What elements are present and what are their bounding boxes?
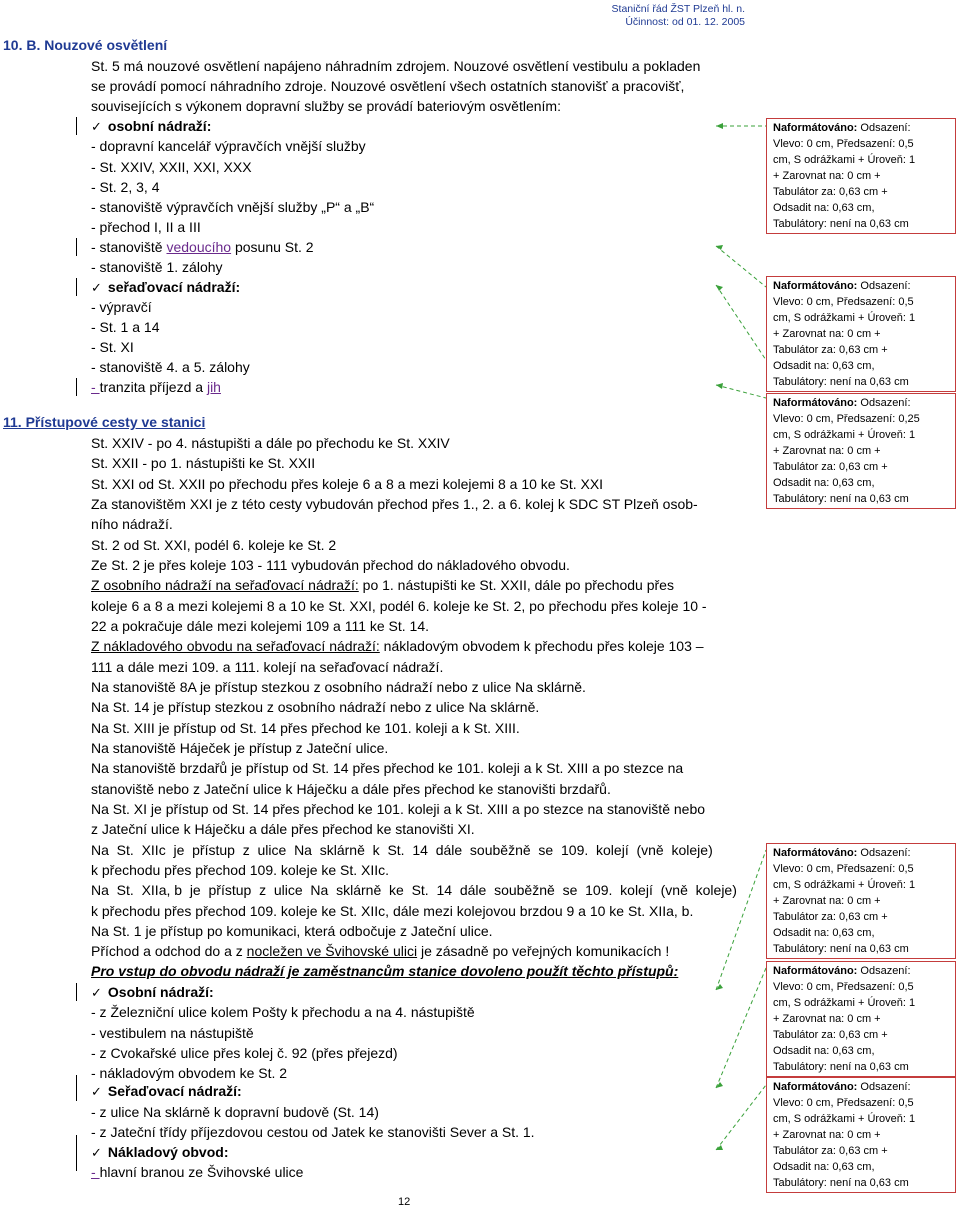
list-item: - St. XI	[91, 339, 134, 355]
comment-line: Tabulátor za: 0,63 cm +	[773, 911, 888, 923]
comment-line: Odsadit na: 0,63 cm,	[773, 202, 875, 214]
comment-line: cm, S odrážkami + Úroveň: 1	[773, 997, 916, 1009]
comment-line: Vlevo: 0 cm, Předsazení: 0,5	[773, 981, 914, 993]
comment-line: cm, S odrážkami + Úroveň: 1	[773, 429, 916, 441]
connector-line	[716, 850, 766, 990]
checkmark-icon: ✓	[91, 986, 102, 1001]
comment-line: Odsadit na: 0,63 cm,	[773, 1161, 875, 1173]
paragraph-line: Ze St. 2 je přes koleje 103 - 111 vybudován přechod do nákladového obvodu.	[91, 557, 570, 573]
comment-line: Odsadit na: 0,63 cm,	[773, 927, 875, 939]
paragraph-line: Na St. XI je přístup od St. 14 přes přechod ke 101. koleji a k St. XIII a po stezce na stanoviště nebo	[91, 801, 706, 817]
paragraph-line: Na stanoviště brzdařů je přístup od St. 14 přes přechod ke 101. koleji a k St. XIII a po stezce na	[91, 760, 684, 776]
paragraph-line: Na St. XIIc je přístup z ulice Na sklárně k St. 14 dále souběžně se 109. kolejí (vně koleje)	[91, 842, 713, 858]
heading-text: Nákladový obvod:	[107, 1144, 229, 1160]
text: hlavní branou ze Švihovské ulice	[99, 1164, 304, 1180]
list-item: - nákladovým obvodem ke St. 2	[91, 1065, 288, 1081]
list-item: - z Železniční ulice kolem Pošty k přechodu a na 4. nástupiště	[91, 1004, 475, 1020]
arrow-head-icon	[716, 1145, 723, 1150]
list-item: - St. 1 a 14	[91, 319, 160, 335]
format-comment[interactable]	[766, 1077, 956, 1193]
comment-line: + Zarovnat na: 0 cm +	[773, 328, 881, 340]
paragraph-line: Na St. 14 je přístup stezkou z osobního nádraží nebo z ulice Na sklárně.	[91, 699, 540, 715]
list-item: - z Jateční třídy příjezdovou cestou od Jatek ke stanovišti Sever a St. 1.	[91, 1124, 535, 1140]
paragraph-line: k přechodu přes přechod 109. koleje ke St. XIIc, dále mezi kolejovou brzdou 9 a 10 ke St. XIIa, b.	[91, 903, 694, 919]
comment-line: + Zarovnat na: 0 cm +	[773, 895, 881, 907]
heading-text: Seřaďovací nádraží:	[107, 1083, 242, 1099]
comment-line: Vlevo: 0 cm, Předsazení: 0,25	[773, 413, 920, 425]
header-line-1: Staniční řád ŽST Plzeň hl. n.	[611, 3, 745, 15]
section-11-title: 11. Přístupové cesty ve stanici	[3, 414, 206, 430]
paragraph-line: St. 2 od St. XXI, podél 6. koleje ke St. 2	[91, 537, 337, 553]
text: tranzita příjezd a	[99, 379, 207, 395]
paragraph-line: St. 5 má nouzové osvětlení napájeno náhradním zdrojem. Nouzové osvětlení vestibulu a pokladen	[91, 58, 701, 74]
page-number: 12	[398, 1196, 411, 1208]
comment-line: Vlevo: 0 cm, Předsazení: 0,5	[773, 1097, 914, 1109]
paragraph-line: Na stanoviště Háječek je přístup z Jateční ulice.	[91, 740, 389, 756]
paragraph-line: St. XXIV - po 4. nástupišti a dále po přechodu ke St. XXIV	[91, 435, 450, 451]
connector-line	[716, 285, 766, 360]
comment-line: Tabulátor za: 0,63 cm +	[773, 1029, 888, 1041]
paragraph-line: 22 a pokračuje dále mezi kolejemi 109 a 111 ke St. 14.	[91, 618, 430, 634]
comment-line: + Zarovnat na: 0 cm +	[773, 445, 881, 457]
comment-line: + Zarovnat na: 0 cm +	[773, 1129, 881, 1141]
connector-line	[716, 246, 766, 287]
revised-text: -	[91, 379, 100, 395]
paragraph-line: Na St. XIII je přístup od St. 14 přes přechod ke 101. koleji a k St. XIII.	[91, 720, 520, 736]
format-comment[interactable]	[766, 843, 956, 959]
format-comment[interactable]	[766, 393, 956, 509]
list-item: - St. 2, 3, 4	[91, 179, 160, 195]
comment-line: + Zarovnat na: 0 cm +	[773, 1013, 881, 1025]
comment-line: Tabulátor za: 0,63 cm +	[773, 186, 888, 198]
comment-line: Vlevo: 0 cm, Předsazení: 0,5	[773, 863, 914, 875]
section-10-title: 10. B. Nouzové osvětlení	[3, 37, 168, 53]
comment-line: Tabulátory: není na 0,63 cm	[773, 1177, 909, 1189]
comment-line: Tabulátor za: 0,63 cm +	[773, 344, 888, 356]
comment-line	[773, 963, 955, 979]
comment-line	[773, 278, 955, 294]
access-rules-heading: Pro vstup do obvodu nádraží je zaměstnancům stanice dovoleno použít těchto přístupů:	[91, 963, 679, 979]
text: nákladovým obvodem k přechodu přes koleje 103 –	[379, 638, 704, 654]
text: je zásadně po veřejných komunikacích !	[417, 943, 670, 959]
paragraph-line: 111 a dále mezi 109. a 111. kolejí na seřaďovací nádraží.	[91, 659, 444, 675]
list-item: - stanoviště 4. a 5. zálohy	[91, 359, 250, 375]
comment-line	[773, 120, 955, 136]
comment-line: Vlevo: 0 cm, Předsazení: 0,5	[773, 138, 914, 150]
heading-text: seřaďovací nádraží:	[107, 279, 241, 295]
revised-text: vedoucího	[166, 239, 232, 255]
comment-line: Odsadit na: 0,63 cm,	[773, 360, 875, 372]
arrow-head-icon	[716, 123, 723, 129]
comment-line: Tabulátory: není na 0,63 cm	[773, 943, 909, 955]
paragraph-line: Na St. XIIa, b je přístup z ulice Na sklárně ke St. 14 dále souběžně se 109. kolejí (vně koleje)	[91, 882, 737, 898]
comment-key: Naformátováno:	[773, 397, 858, 409]
comment-line: Odsadit na: 0,63 cm,	[773, 477, 875, 489]
list-item: - dopravní kancelář výpravčích vnější služby	[91, 138, 366, 154]
list-item: - St. XXIV, XXII, XXI, XXX	[91, 159, 252, 175]
comment-line: cm, S odrážkami + Úroveň: 1	[773, 312, 916, 324]
format-comment[interactable]	[766, 961, 956, 1077]
paragraph-line: se provádí pomocí náhradního zdroje. Nouzové osvětlení všech ostatních stanovišť a pracovišť,	[91, 78, 685, 94]
comment-line: Tabulátory: není na 0,63 cm	[773, 376, 909, 388]
comment-line: cm, S odrážkami + Úroveň: 1	[773, 879, 916, 891]
connector-line	[716, 385, 766, 398]
heading-text: osobní nádraží:	[107, 118, 212, 134]
revised-text: -	[91, 1164, 100, 1180]
list-item: - stanoviště 1. zálohy	[91, 259, 223, 275]
arrow-head-icon	[716, 285, 723, 291]
comment-line: Odsadit na: 0,63 cm,	[773, 1045, 875, 1057]
comment-line: Tabulátory: není na 0,63 cm	[773, 1061, 909, 1073]
underlined-text: Z osobního nádraží na seřaďovací nádraží:	[91, 577, 359, 593]
checkmark-icon: ✓	[91, 120, 102, 135]
format-comment[interactable]	[766, 118, 956, 234]
list-item: - stanoviště výpravčích vnější služby „P“ a „B“	[91, 199, 375, 215]
comment-line	[773, 845, 955, 861]
comment-line: Tabulátor za: 0,63 cm +	[773, 461, 888, 473]
connector-line	[716, 968, 766, 1088]
underlined-text: nocležen ve Švihovské ulici	[246, 943, 418, 959]
paragraph-line: Za stanovištěm XXI je z této cesty vybudován přechod přes 1., 2. a 6. kolej k SDC ST Plzeň osob-	[91, 496, 698, 512]
list-item: - výpravčí	[91, 299, 152, 315]
comment-line: Tabulátor za: 0,63 cm +	[773, 1145, 888, 1157]
text: Příchod a odchod do a z	[91, 943, 247, 959]
paragraph-line: koleje 6 a 8 a mezi kolejemi 8 a 10 ke St. XXI, podél 6. koleje ke St. 2, po přechodu přes koleje 10 -	[91, 598, 707, 614]
comment-line: cm, S odrážkami + Úroveň: 1	[773, 1113, 916, 1125]
comment-line	[773, 1079, 955, 1095]
comment-text: Odsazení:	[857, 1081, 911, 1093]
comment-line: + Zarovnat na: 0 cm +	[773, 170, 881, 182]
comment-line: cm, S odrážkami + Úroveň: 1	[773, 154, 916, 166]
revised-text: jih	[206, 379, 221, 395]
checkmark-icon: ✓	[91, 1146, 102, 1161]
comment-text: Odsazení:	[857, 397, 911, 409]
paragraph-line: souvisejících s výkonem dopravní služby se provádí bateriovým osvětlením:	[91, 98, 561, 114]
text: - stanoviště	[91, 239, 167, 255]
arrow-head-icon	[716, 383, 723, 389]
paragraph-line: St. XXII - po 1. nástupišti ke St. XXII	[91, 455, 316, 471]
paragraph-line: z Jateční ulice k Háječku a dále přes přechod ke stanovišti XI.	[91, 821, 475, 837]
comment-text: Odsazení:	[857, 122, 911, 134]
comment-line: Tabulátory: není na 0,63 cm	[773, 218, 909, 230]
header-line-2: Účinnost: od 01. 12. 2005	[625, 16, 745, 28]
paragraph-line: k přechodu přes přechod 109. koleje ke St. XIIc.	[91, 862, 390, 878]
comment-key: Naformátováno:	[773, 1081, 858, 1093]
text: posunu St. 2	[231, 239, 314, 255]
comment-text: Odsazení:	[857, 280, 911, 292]
comment-line: Tabulátory: není na 0,63 cm	[773, 493, 909, 505]
list-item: - vestibulem na nástupiště	[91, 1025, 254, 1041]
list-item: - z Cvokařské ulice přes kolej č. 92 (přes přejezd)	[91, 1045, 398, 1061]
paragraph-line: Na stanoviště 8A je přístup stezkou z osobního nádraží nebo z ulice Na sklárně.	[91, 679, 586, 695]
paragraph-line: St. XXI od St. XXII po přechodu přes koleje 6 a 8 a mezi kolejemi 8 a 10 ke St. XXI	[91, 476, 604, 492]
comment-key: Naformátováno:	[773, 122, 858, 134]
comment-key: Naformátováno:	[773, 280, 858, 292]
connector-line	[716, 1085, 766, 1150]
list-item: - přechod I, II a III	[91, 219, 201, 235]
paragraph-line: stanoviště nebo z Jateční ulice k Háječku a dále přes přechod ke stanovišti brzdařů.	[91, 781, 611, 797]
comment-line	[773, 395, 955, 411]
heading-text: Osobní nádraží:	[107, 984, 214, 1000]
checkmark-icon: ✓	[91, 281, 102, 296]
comment-text: Odsazení:	[857, 847, 911, 859]
list-item: - z ulice Na sklárně k dopravní budově (St. 14)	[91, 1104, 379, 1120]
format-comment[interactable]	[766, 276, 956, 392]
checkmark-icon: ✓	[91, 1085, 102, 1100]
underlined-text: Z nákladového obvodu na seřaďovací nádraží:	[91, 638, 380, 654]
text: po 1. nástupišti ke St. XXII, dále po přechodu přes	[358, 577, 674, 593]
comment-key: Naformátováno:	[773, 847, 858, 859]
paragraph-line: ního nádraží.	[91, 516, 173, 532]
comment-key: Naformátováno:	[773, 965, 858, 977]
comment-text: Odsazení:	[857, 965, 911, 977]
paragraph-line: Na St. 1 je přístup po komunikaci, která odbočuje z Jateční ulice.	[91, 923, 493, 939]
comment-line: Vlevo: 0 cm, Předsazení: 0,5	[773, 296, 914, 308]
